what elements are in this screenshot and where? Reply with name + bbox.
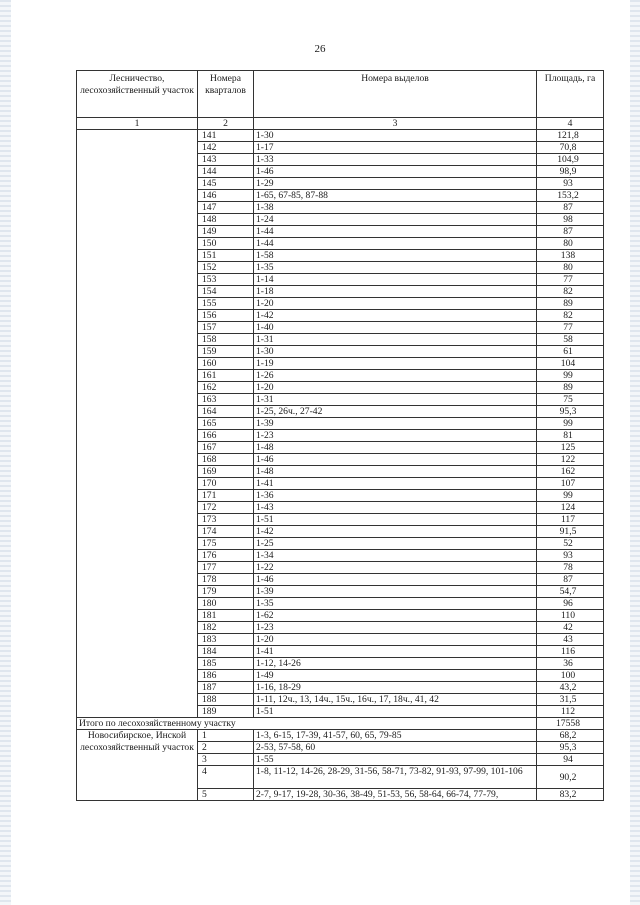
quarter-number: 181 <box>198 610 254 622</box>
allotment-numbers: 1-62 <box>254 610 537 622</box>
table-body <box>77 130 604 801</box>
allotment-numbers: 1-20 <box>254 298 537 310</box>
quarter-number: 5 <box>198 789 254 801</box>
quarter-number: 176 <box>198 550 254 562</box>
allotment-numbers: 1-31 <box>254 394 537 406</box>
allotment-numbers: 1-39 <box>254 586 537 598</box>
forest-quarters-table <box>76 70 604 801</box>
quarter-number: 3 <box>198 754 254 766</box>
area-value: 68,2 <box>537 730 604 742</box>
column-number: 3 <box>254 118 537 130</box>
forestry-cell <box>77 130 198 718</box>
column-number-row <box>77 118 604 130</box>
allotment-numbers: 1-36 <box>254 490 537 502</box>
quarter-number: 153 <box>198 274 254 286</box>
allotment-numbers: 1-51 <box>254 706 537 718</box>
allotment-numbers: 1-33 <box>254 154 537 166</box>
allotment-numbers: 1-35 <box>254 262 537 274</box>
area-value: 104 <box>537 358 604 370</box>
forestry-name: Новосибирское, Инской лесохозяйственный участок <box>77 730 198 801</box>
total-value: 17558 <box>537 718 604 730</box>
allotment-numbers: 1-46 <box>254 454 537 466</box>
area-value: 58 <box>537 334 604 346</box>
area-value: 43,2 <box>537 682 604 694</box>
area-value: 52 <box>537 538 604 550</box>
quarter-number: 168 <box>198 454 254 466</box>
allotment-numbers: 1-46 <box>254 166 537 178</box>
allotment-numbers: 1-30 <box>254 346 537 358</box>
area-value: 94 <box>537 754 604 766</box>
quarter-number: 166 <box>198 430 254 442</box>
area-value: 125 <box>537 442 604 454</box>
column-number: 2 <box>198 118 254 130</box>
area-value: 98 <box>537 214 604 226</box>
quarter-number: 170 <box>198 478 254 490</box>
quarter-number: 163 <box>198 394 254 406</box>
allotment-numbers: 1-39 <box>254 418 537 430</box>
allotment-numbers: 1-42 <box>254 526 537 538</box>
allotment-numbers: 1-8, 11-12, 14-26, 28-29, 31-56, 58-71, 73-82, 91-93, 97-99, 101-106 <box>254 766 537 789</box>
allotment-numbers: 1-34 <box>254 550 537 562</box>
quarter-number: 162 <box>198 382 254 394</box>
quarter-number: 179 <box>198 586 254 598</box>
area-value: 124 <box>537 502 604 514</box>
allotment-numbers: 1-65, 67-85, 87-88 <box>254 190 537 202</box>
allotment-numbers: 1-30 <box>254 130 537 142</box>
header-forestry: Лесничество, лесохозяйственный участок <box>77 71 198 118</box>
quarter-number: 150 <box>198 238 254 250</box>
allotment-numbers: 1-43 <box>254 502 537 514</box>
quarter-number: 172 <box>198 502 254 514</box>
table-row <box>77 130 604 142</box>
quarter-number: 147 <box>198 202 254 214</box>
area-value: 61 <box>537 346 604 358</box>
area-value: 80 <box>537 262 604 274</box>
quarter-number: 161 <box>198 370 254 382</box>
allotment-numbers: 1-25, 26ч., 27-42 <box>254 406 537 418</box>
quarter-number: 151 <box>198 250 254 262</box>
quarter-number: 142 <box>198 142 254 154</box>
quarter-number: 177 <box>198 562 254 574</box>
quarter-number: 157 <box>198 322 254 334</box>
area-value: 82 <box>537 310 604 322</box>
allotment-numbers: 1-17 <box>254 142 537 154</box>
quarter-number: 160 <box>198 358 254 370</box>
quarter-number: 174 <box>198 526 254 538</box>
quarter-number: 156 <box>198 310 254 322</box>
allotment-numbers: 1-23 <box>254 622 537 634</box>
quarter-number: 159 <box>198 346 254 358</box>
allotment-numbers: 1-26 <box>254 370 537 382</box>
allotment-numbers: 1-58 <box>254 250 537 262</box>
area-value: 93 <box>537 178 604 190</box>
area-value: 36 <box>537 658 604 670</box>
allotment-numbers: 1-31 <box>254 334 537 346</box>
allotment-numbers: 1-49 <box>254 670 537 682</box>
area-value: 100 <box>537 670 604 682</box>
allotment-numbers: 1-18 <box>254 286 537 298</box>
allotment-numbers: 1-35 <box>254 598 537 610</box>
quarter-number: 146 <box>198 190 254 202</box>
quarter-number: 171 <box>198 490 254 502</box>
quarter-number: 183 <box>198 634 254 646</box>
area-value: 89 <box>537 298 604 310</box>
quarter-number: 158 <box>198 334 254 346</box>
quarter-number: 187 <box>198 682 254 694</box>
table-row <box>77 730 604 742</box>
area-value: 70,8 <box>537 142 604 154</box>
allotment-numbers: 1-19 <box>254 358 537 370</box>
area-value: 95,3 <box>537 406 604 418</box>
quarter-number: 180 <box>198 598 254 610</box>
allotment-numbers: 1-25 <box>254 538 537 550</box>
allotment-numbers: 1-23 <box>254 430 537 442</box>
allotment-numbers: 1-48 <box>254 466 537 478</box>
header-allotments: Номера выделов <box>254 71 537 118</box>
allotment-numbers: 1-29 <box>254 178 537 190</box>
area-value: 87 <box>537 226 604 238</box>
area-value: 116 <box>537 646 604 658</box>
area-value: 96 <box>537 598 604 610</box>
area-value: 31,5 <box>537 694 604 706</box>
allotment-numbers: 1-12, 14-26 <box>254 658 537 670</box>
allotment-numbers: 1-11, 12ч., 13, 14ч., 15ч., 16ч., 17, 18ч., 41, 42 <box>254 694 537 706</box>
quarter-number: 167 <box>198 442 254 454</box>
allotment-numbers: 1-22 <box>254 562 537 574</box>
area-value: 99 <box>537 490 604 502</box>
allotment-numbers: 1-20 <box>254 634 537 646</box>
total-label: Итого по лесохозяйственному участку <box>77 718 537 730</box>
quarter-number: 2 <box>198 742 254 754</box>
area-value: 42 <box>537 622 604 634</box>
allotment-numbers: 1-55 <box>254 754 537 766</box>
quarter-number: 184 <box>198 646 254 658</box>
quarter-number: 1 <box>198 730 254 742</box>
allotment-numbers: 1-24 <box>254 214 537 226</box>
quarter-number: 164 <box>198 406 254 418</box>
quarter-number: 144 <box>198 166 254 178</box>
quarter-number: 182 <box>198 622 254 634</box>
area-value: 77 <box>537 322 604 334</box>
allotment-numbers: 1-42 <box>254 310 537 322</box>
quarter-number: 149 <box>198 226 254 238</box>
area-value: 117 <box>537 514 604 526</box>
quarter-number: 185 <box>198 658 254 670</box>
area-value: 87 <box>537 202 604 214</box>
allotment-numbers: 2-53, 57-58, 60 <box>254 742 537 754</box>
area-value: 98,9 <box>537 166 604 178</box>
quarter-number: 143 <box>198 154 254 166</box>
allotment-numbers: 1-40 <box>254 322 537 334</box>
allotment-numbers: 1-44 <box>254 238 537 250</box>
area-value: 75 <box>537 394 604 406</box>
area-value: 81 <box>537 430 604 442</box>
area-value: 93 <box>537 550 604 562</box>
scan-edge-right <box>630 0 640 905</box>
allotment-numbers: 1-41 <box>254 646 537 658</box>
area-value: 121,8 <box>537 130 604 142</box>
header-row <box>77 71 604 118</box>
quarter-number: 148 <box>198 214 254 226</box>
area-value: 89 <box>537 382 604 394</box>
quarter-number: 4 <box>198 766 254 789</box>
page-number: 26 <box>314 43 326 55</box>
quarter-number: 178 <box>198 574 254 586</box>
area-value: 54,7 <box>537 586 604 598</box>
allotment-numbers: 1-44 <box>254 226 537 238</box>
allotment-numbers: 1-20 <box>254 382 537 394</box>
area-value: 110 <box>537 610 604 622</box>
quarter-number: 189 <box>198 706 254 718</box>
area-value: 112 <box>537 706 604 718</box>
area-value: 78 <box>537 562 604 574</box>
quarter-number: 145 <box>198 178 254 190</box>
allotment-numbers: 1-51 <box>254 514 537 526</box>
area-value: 99 <box>537 418 604 430</box>
area-value: 99 <box>537 370 604 382</box>
allotment-numbers: 1-16, 18-29 <box>254 682 537 694</box>
quarter-number: 173 <box>198 514 254 526</box>
quarter-number: 186 <box>198 670 254 682</box>
quarter-number: 155 <box>198 298 254 310</box>
column-number: 1 <box>77 118 198 130</box>
allotment-numbers: 1-14 <box>254 274 537 286</box>
scan-edge-left <box>0 0 11 905</box>
area-value: 91,5 <box>537 526 604 538</box>
area-value: 138 <box>537 250 604 262</box>
total-row <box>77 718 604 730</box>
area-value: 107 <box>537 478 604 490</box>
area-value: 83,2 <box>537 789 604 801</box>
allotment-numbers: 2-7, 9-17, 19-28, 30-36, 38-49, 51-53, 56, 58-64, 66-74, 77-79, <box>254 789 537 801</box>
column-number: 4 <box>537 118 604 130</box>
area-value: 90,2 <box>537 766 604 789</box>
quarter-number: 188 <box>198 694 254 706</box>
allotment-numbers: 1-38 <box>254 202 537 214</box>
quarter-number: 175 <box>198 538 254 550</box>
allotment-numbers: 1-41 <box>254 478 537 490</box>
area-value: 77 <box>537 274 604 286</box>
quarter-number: 152 <box>198 262 254 274</box>
area-value: 95,3 <box>537 742 604 754</box>
area-value: 153,2 <box>537 190 604 202</box>
area-value: 162 <box>537 466 604 478</box>
allotment-numbers: 1-48 <box>254 442 537 454</box>
area-value: 80 <box>537 238 604 250</box>
area-value: 122 <box>537 454 604 466</box>
allotment-numbers: 1-3, 6-15, 17-39, 41-57, 60, 65, 79-85 <box>254 730 537 742</box>
quarter-number: 154 <box>198 286 254 298</box>
area-value: 87 <box>537 574 604 586</box>
quarter-number: 165 <box>198 418 254 430</box>
area-value: 104,9 <box>537 154 604 166</box>
allotment-numbers: 1-46 <box>254 574 537 586</box>
quarter-number: 141 <box>198 130 254 142</box>
quarter-number: 169 <box>198 466 254 478</box>
area-value: 82 <box>537 286 604 298</box>
header-quarters: Номера кварталов <box>198 71 254 118</box>
header-area: Площадь, га <box>537 71 604 118</box>
area-value: 43 <box>537 634 604 646</box>
